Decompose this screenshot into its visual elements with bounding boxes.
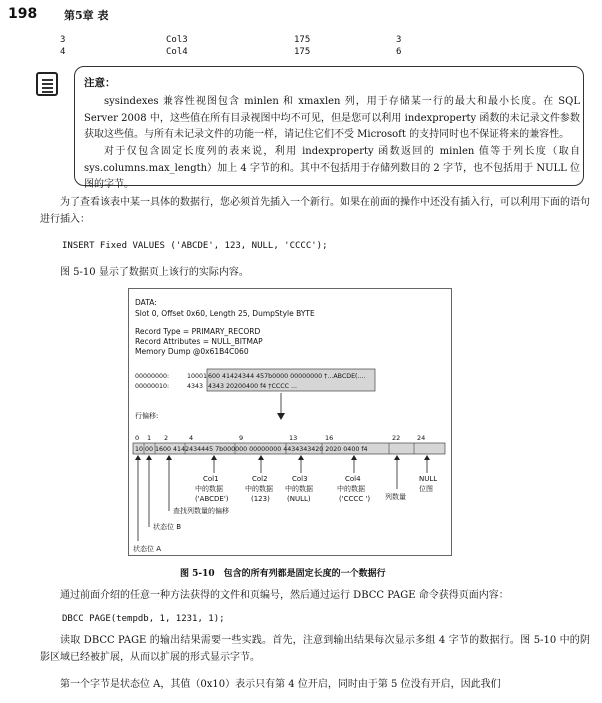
- col4-name: Col4: [345, 475, 361, 483]
- dump-pre-2: 4343: [187, 383, 204, 390]
- body-paragraph-1: 为了查看该表中某一具体的数据行，您必须首先插入一个新行。如果在前面的操作中还没有插入行，可以利用下面的语句进行插入：: [40, 197, 590, 225]
- col3-desc: 中的数据: [285, 485, 313, 493]
- note-icon: [36, 72, 58, 96]
- offset-22: 22: [392, 434, 401, 442]
- dump-hex-1: 600 41424344 457b0000 00000000 †...ABCDE(....: [208, 373, 366, 380]
- note-title: 注意：: [84, 77, 116, 89]
- fig-record-attr: Record Attributes = NULL_BITMAP: [135, 337, 263, 346]
- offset-9: 9: [239, 434, 244, 442]
- col3-name: Col3: [292, 475, 308, 483]
- fig-slot-line: Slot 0, Offset 0x60, Length 25, DumpStyle BYTE: [135, 309, 315, 318]
- row-diagram: [129, 289, 451, 555]
- note-paragraph-1: sysindexes 兼容性视图包含 minlen 和 xmaxlen 列，用于存储某一行的最大和最小长度。在 SQL Server 2008 中，这些值在所有目录视图中均不可见，但是您可以利用 indexproperty 函数的未记录文件参数获取这些值。与所有未记录文件的功能一样，请记住它们不受 Microsoft 的支持同时也不保证将来的兼容性。: [84, 96, 580, 140]
- col4-desc: 中的数据: [337, 485, 365, 493]
- offset-24: 24: [417, 434, 426, 442]
- cell-id: 4: [60, 47, 66, 57]
- cell-col: Col3: [166, 35, 188, 45]
- offset-1: 1: [147, 434, 152, 442]
- col3-label: [285, 475, 313, 503]
- cell-col: Col4: [166, 47, 188, 57]
- code-insert: INSERT Fixed VALUES ('ABCDE', 123, NULL, 'CCCC');: [62, 241, 328, 251]
- col-count-label: 列数量: [385, 493, 406, 501]
- expand-arrowhead: [277, 413, 285, 420]
- cell-id: 3: [60, 35, 66, 45]
- dump-pre-1: 10001: [187, 373, 208, 380]
- col2-desc: 中的数据: [245, 485, 273, 493]
- body-paragraph-3: 读取 DBCC PAGE 的输出结果需要一些实践。首先，注意到输出结果每次显示多组 4 字节的数据行。图 5-10 中的阴影区域已经被扩展，从而以扩展的形式显示字节。: [40, 635, 590, 663]
- pointer-lines: [138, 456, 427, 541]
- offset-16: 16: [325, 434, 334, 442]
- dump-hex-2: 4343 20200400 f4 †CCCC ...: [208, 383, 298, 390]
- offset-2: 2: [164, 434, 169, 442]
- dump-addr-1: 00000000:: [135, 373, 170, 380]
- offset-label: 行偏移:: [135, 412, 159, 420]
- offset-4: 4: [189, 434, 194, 442]
- null-bitmap-desc: 位图: [419, 485, 433, 493]
- offset-0: 0: [135, 434, 140, 442]
- figure-5-10: [128, 288, 452, 556]
- find-offset-label: 查找列数量的偏移: [173, 507, 229, 515]
- status-a-label: 状态位 A: [133, 545, 162, 553]
- cell-len: 175: [294, 35, 311, 45]
- status-b-label: 状态位 B: [153, 523, 182, 531]
- offset-numbers: [135, 434, 425, 442]
- col1-value: ('ABCDE'): [195, 495, 229, 503]
- result-table: [60, 34, 460, 58]
- col2-label: [245, 475, 273, 503]
- fig-data-label: DATA:: [135, 298, 157, 307]
- col1-label: [195, 475, 229, 503]
- cell-num: 3: [396, 35, 402, 45]
- col2-value: (123): [251, 495, 270, 503]
- note-paragraph-2: 对于仅包含固定长度列的表来说，利用 indexproperty 函数返回的 minlen 值等于列长度（取自 sys.columns.max_length）加上 4 字节的和。其中不包括用于存储列数目的 2 字节，也不包括用于 NULL 位图的字节。: [84, 146, 580, 190]
- pointer-arrowheads: [135, 455, 430, 460]
- chapter-title: 第5章 表: [64, 9, 109, 22]
- null-bitmap-label: [419, 475, 437, 493]
- cell-len: 175: [294, 47, 311, 57]
- table-row: [60, 46, 460, 58]
- table-row: [60, 34, 460, 46]
- row-bytes: 10 00 1600 4142434445 7b000000 00000000 4434343420 2020 0400 f4: [135, 446, 368, 453]
- body-paragraph-4: 第一个字节是状态位 A，其值（0x10）表示只有第 4 位开启，同时由于第 5 位没有开启，因此我们: [60, 679, 501, 690]
- offset-13: 13: [289, 434, 298, 442]
- dump-addr-2: 00000010:: [135, 383, 170, 390]
- page-number: 198: [8, 6, 38, 22]
- col1-name: Col1: [203, 475, 219, 483]
- body-paragraph-2: 通过前面介绍的任意一种方法获得的文件和页编号，然后通过运行 DBCC PAGE 命令获得页面内容：: [60, 590, 509, 601]
- col4-value: ('CCCC '): [339, 495, 371, 503]
- fig-memory-dump: Memory Dump @0x61B4C060: [135, 347, 249, 356]
- cell-num: 6: [396, 47, 402, 57]
- col4-label: [337, 475, 370, 503]
- col1-desc: 中的数据: [195, 485, 223, 493]
- col3-value: (NULL): [287, 495, 311, 503]
- col2-name: Col2: [252, 475, 268, 483]
- figure-intro: 图 5-10 显示了数据页上该行的实际内容。: [60, 267, 249, 278]
- fig-record-type: Record Type = PRIMARY_RECORD: [135, 327, 261, 336]
- figure-caption: 图 5-10 包含的所有列都是固定长度的一个数据行: [180, 569, 386, 579]
- code-dbcc-page: DBCC PAGE(tempdb, 1, 1231, 1);: [62, 614, 225, 624]
- null-bitmap-name: NULL: [419, 475, 438, 483]
